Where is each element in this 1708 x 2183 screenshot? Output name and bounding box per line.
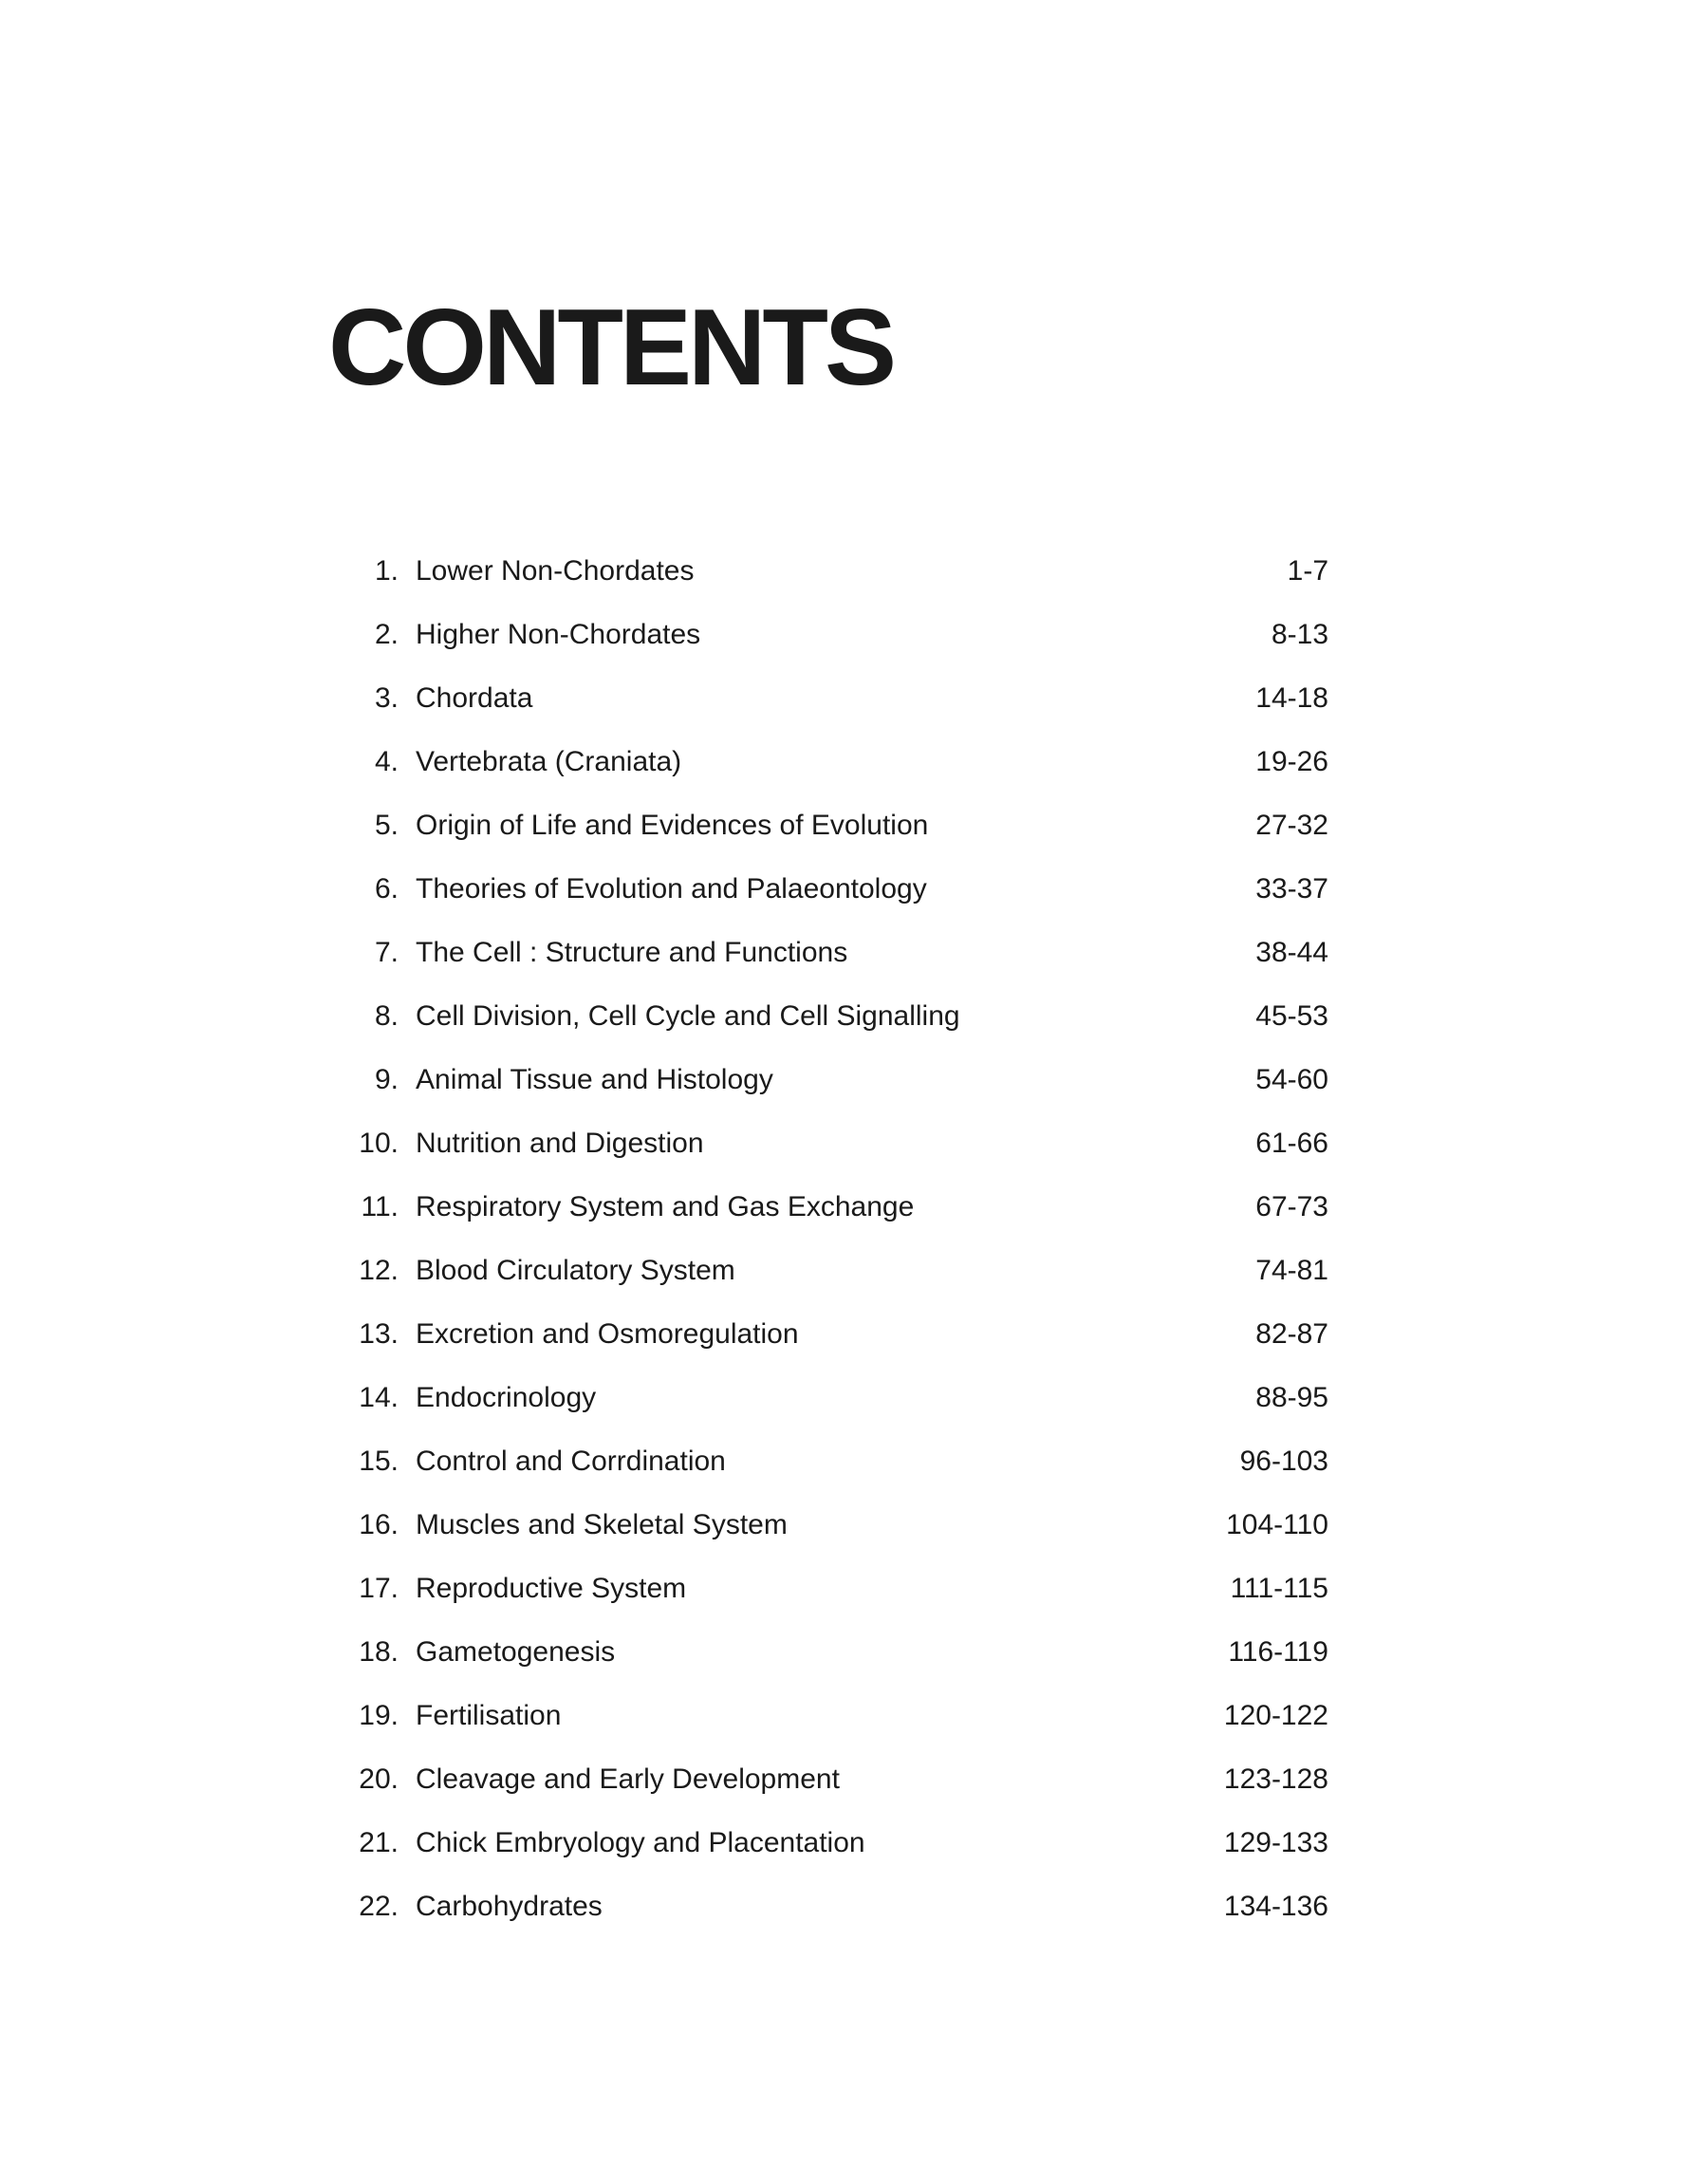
toc-entry-title: Chordata — [416, 681, 533, 714]
page-title: CONTENTS — [328, 288, 893, 408]
toc-entry-number: 6. — [374, 872, 399, 905]
toc-entry-pages: 8-13 — [1271, 618, 1328, 650]
toc-entry-16 — [347, 1493, 1328, 1557]
toc-entry-number: 14. — [359, 1381, 399, 1413]
toc-list — [347, 539, 1328, 1938]
toc-entry-pages: 120-122 — [1223, 1699, 1328, 1731]
toc-entry-12 — [347, 1239, 1328, 1302]
toc-entry-number: 10. — [359, 1127, 399, 1159]
toc-entry-title: Blood Circulatory System — [416, 1254, 735, 1286]
toc-entry-number: 8. — [374, 999, 399, 1032]
toc-entry-pages: 88-95 — [1255, 1381, 1328, 1413]
toc-entry-title: Lower Non-Chordates — [416, 554, 695, 587]
toc-entry-number: 15. — [359, 1445, 399, 1477]
toc-entry-number: 3. — [374, 681, 399, 714]
toc-entry-pages: 1-7 — [1287, 554, 1328, 587]
toc-entry-5 — [347, 793, 1328, 857]
toc-entry-21 — [347, 1811, 1328, 1875]
toc-entry-title: Gametogenesis — [416, 1635, 616, 1668]
toc-entry-title: Endocrinology — [416, 1381, 597, 1413]
toc-entry-pages: 74-81 — [1255, 1254, 1328, 1286]
toc-entry-18 — [347, 1620, 1328, 1684]
toc-entry-15 — [347, 1429, 1328, 1493]
toc-entry-number: 17. — [359, 1572, 399, 1604]
toc-entry-17 — [347, 1557, 1328, 1620]
toc-entry-number: 13. — [359, 1317, 399, 1350]
toc-entry-number: 1. — [374, 554, 399, 587]
toc-entry-19 — [347, 1684, 1328, 1747]
toc-entry-pages: 33-37 — [1255, 872, 1328, 905]
toc-entry-10 — [347, 1111, 1328, 1175]
toc-entry-pages: 61-66 — [1255, 1127, 1328, 1159]
toc-entry-7 — [347, 921, 1328, 984]
toc-entry-8 — [347, 984, 1328, 1048]
toc-entry-title: Muscles and Skeletal System — [416, 1508, 788, 1540]
toc-entry-pages: 104-110 — [1226, 1508, 1328, 1540]
toc-entry-number: 9. — [374, 1063, 399, 1095]
toc-entry-pages: 54-60 — [1255, 1063, 1328, 1095]
toc-entry-2 — [347, 603, 1328, 666]
toc-entry-title: Carbohydrates — [416, 1890, 603, 1922]
toc-entry-title: Nutrition and Digestion — [416, 1127, 704, 1159]
toc-entry-pages: 45-53 — [1255, 999, 1328, 1032]
toc-entry-pages: 111-115 — [1230, 1572, 1328, 1604]
toc-entry-20 — [347, 1747, 1328, 1811]
toc-entry-number: 21. — [359, 1826, 399, 1858]
toc-entry-title: Higher Non-Chordates — [416, 618, 701, 650]
toc-entry-title: Control and Corrdination — [416, 1445, 726, 1477]
toc-entry-pages: 123-128 — [1223, 1763, 1328, 1795]
toc-entry-number: 20. — [359, 1763, 399, 1795]
toc-entry-pages: 67-73 — [1255, 1190, 1328, 1222]
toc-entry-title: Origin of Life and Evidences of Evolution — [416, 809, 929, 841]
toc-entry-number: 5. — [374, 809, 399, 841]
toc-entry-number: 22. — [359, 1890, 399, 1922]
toc-entry-4 — [347, 730, 1328, 793]
toc-entry-pages: 116-119 — [1228, 1635, 1328, 1668]
toc-entry-number: 7. — [374, 936, 399, 968]
toc-entry-22 — [347, 1875, 1328, 1938]
toc-entry-pages: 82-87 — [1255, 1317, 1328, 1350]
toc-entry-number: 12. — [359, 1254, 399, 1286]
toc-entry-1 — [347, 539, 1328, 603]
toc-entry-13 — [347, 1302, 1328, 1366]
toc-entry-title: Cleavage and Early Development — [416, 1763, 840, 1795]
toc-entry-pages: 27-32 — [1255, 809, 1328, 841]
toc-entry-number: 4. — [374, 745, 399, 777]
toc-entry-title: Excretion and Osmoregulation — [416, 1317, 799, 1350]
toc-entry-6 — [347, 857, 1328, 921]
toc-entry-pages: 19-26 — [1255, 745, 1328, 777]
toc-entry-title: Chick Embryology and Placentation — [416, 1826, 865, 1858]
toc-entry-number: 19. — [359, 1699, 399, 1731]
toc-entry-title: Fertilisation — [416, 1699, 562, 1731]
toc-entry-title: Animal Tissue and Histology — [416, 1063, 773, 1095]
toc-entry-9 — [347, 1048, 1328, 1111]
toc-entry-title: Cell Division, Cell Cycle and Cell Signalling — [416, 999, 960, 1032]
toc-entry-pages: 14-18 — [1255, 681, 1328, 714]
toc-entry-title: Theories of Evolution and Palaeontology — [416, 872, 927, 905]
toc-entry-title: Respiratory System and Gas Exchange — [416, 1190, 915, 1222]
toc-entry-number: 16. — [359, 1508, 399, 1540]
toc-entry-3 — [347, 666, 1328, 730]
toc-entry-pages: 38-44 — [1255, 936, 1328, 968]
toc-entry-pages: 129-133 — [1223, 1826, 1328, 1858]
toc-entry-number: 18. — [359, 1635, 399, 1668]
toc-entry-title: Vertebrata (Craniata) — [416, 745, 682, 777]
toc-entry-title: The Cell : Structure and Functions — [416, 936, 848, 968]
toc-entry-14 — [347, 1366, 1328, 1429]
toc-entry-title: Reproductive System — [416, 1572, 687, 1604]
toc-entry-number: 11. — [361, 1190, 399, 1222]
toc-entry-pages: 96-103 — [1239, 1445, 1328, 1477]
toc-entry-11 — [347, 1175, 1328, 1239]
toc-entry-pages: 134-136 — [1223, 1890, 1328, 1922]
toc-entry-number: 2. — [374, 618, 399, 650]
